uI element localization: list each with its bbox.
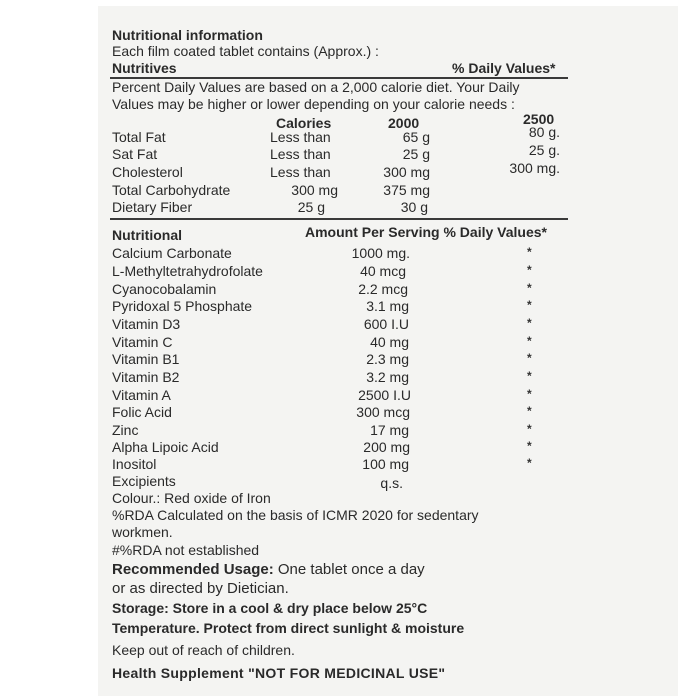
- nutrient-name: L-Methyltetrahydrofolate: [112, 263, 263, 279]
- nutrient-amount: q.s.: [380, 475, 403, 491]
- nutrient-name: Excipients: [112, 473, 176, 489]
- amount-header: Amount Per Serving % Daily Values*: [305, 224, 547, 240]
- nutrient-dv: *: [527, 351, 532, 365]
- nutrient-name: Vitamin B1: [112, 351, 180, 367]
- nutrient-dv: *: [527, 369, 532, 383]
- dv-limit: 300 mg: [291, 182, 338, 198]
- nutrient-dv: *: [527, 404, 532, 418]
- nutrient-amount: 17 mg: [370, 422, 409, 438]
- nutrient-name: Pyridoxal 5 Phosphate: [112, 298, 253, 314]
- storage-line-1: Storage: Store in a cool & dry place below 25°C: [112, 600, 428, 616]
- percent-note-1: Percent Daily Values are based on a 2,000 calorie diet. Your Daily: [112, 79, 520, 95]
- nutrient-amount: 1000 mg.: [351, 245, 410, 261]
- nutrient-dv: *: [527, 281, 532, 295]
- nutrient-dv: *: [527, 263, 532, 277]
- nutrient-amount: 40 mg: [370, 334, 409, 350]
- nutrient-name: Vitamin C: [112, 334, 173, 350]
- dv-2500: 300 mg.: [509, 160, 560, 176]
- dv-name: Cholesterol: [112, 164, 183, 180]
- nutrient-name: Calcium Carbonate: [112, 245, 232, 261]
- dv-limit: 25 g: [297, 199, 325, 215]
- usage-label: Recommended Usage:: [112, 561, 274, 578]
- nutrient-amount: 2.2 mcg: [358, 281, 408, 297]
- nutrient-dv: *: [527, 298, 532, 312]
- rda-line-2: workmen.: [112, 524, 173, 540]
- nutrient-name: Inositol: [112, 456, 157, 472]
- nutrient-name: Vitamin B2: [112, 369, 180, 385]
- dv-header: % Daily Values*: [452, 60, 556, 76]
- dv-name: Total Carbohydrate: [112, 182, 231, 198]
- nutritional-header: Nutritional: [112, 227, 182, 243]
- dv-2000: 65 g: [402, 129, 430, 145]
- nutrient-name: Cyanocobalamin: [112, 281, 217, 297]
- nutrient-dv: *: [527, 456, 532, 470]
- nutrient-name: Alpha Lipoic Acid: [112, 439, 219, 455]
- nutrient-name: Vitamin A: [112, 387, 171, 403]
- usage-line-2: or as directed by Dietician.: [112, 580, 289, 597]
- dv-2000: 375 mg: [383, 182, 430, 198]
- tablet-note: Each film coated tablet contains (Approx.) :: [112, 43, 379, 59]
- nutrient-amount: 200 mg: [363, 439, 410, 455]
- dv-name: Sat Fat: [112, 146, 158, 162]
- nutrient-dv: *: [527, 245, 532, 259]
- rda-not-established: #%RDA not established: [112, 542, 260, 558]
- usage-line: [112, 562, 425, 577]
- dv-2000: 25 g: [402, 146, 430, 162]
- nutrient-dv: *: [527, 387, 532, 401]
- col-2000-header: 2000: [388, 115, 420, 131]
- supplement-note: Health Supplement "NOT FOR MEDICINAL USE": [112, 665, 446, 681]
- dv-2000: 300 mg: [383, 164, 430, 180]
- divider-mid: [110, 218, 568, 220]
- dv-2000: 30 g: [400, 199, 428, 215]
- nutrient-amount: 600 I.U: [363, 316, 409, 332]
- nutrient-amount: 3.1 mg: [366, 298, 409, 314]
- keep-out-line: Keep out of reach of children.: [112, 642, 295, 658]
- dv-name: Total Fat: [112, 129, 166, 145]
- dv-limit: Less than: [270, 164, 331, 180]
- nutrient-dv: *: [527, 439, 532, 453]
- nutrient-amount: 40 mcg: [360, 263, 406, 279]
- nutrient-dv: *: [527, 422, 532, 436]
- dv-name: Dietary Fiber: [112, 199, 193, 215]
- rda-line-1: %RDA Calculated on the basis of ICMR 2020 for sedentary: [112, 507, 479, 523]
- heading: Nutritional information: [112, 27, 263, 43]
- nutrient-name: Folic Acid: [112, 404, 172, 420]
- dv-2500: 80 g.: [528, 124, 560, 140]
- nutritives-label: Nutritives: [112, 60, 177, 76]
- dv-limit: Less than: [270, 146, 331, 162]
- calories-header: Calories: [276, 115, 332, 131]
- nutrient-amount: 3.2 mg: [366, 369, 409, 385]
- nutrient-amount: 2500 I.U: [358, 387, 411, 403]
- dv-limit: Less than: [270, 129, 331, 145]
- storage-line-2: Temperature. Protect from direct sunlight & moisture: [112, 620, 465, 636]
- nutrient-amount: 300 mcg: [356, 404, 410, 420]
- col-2500-header: 2500: [523, 111, 555, 127]
- usage-text: One tablet once a day: [273, 561, 425, 578]
- nutrient-dv: *: [527, 316, 532, 330]
- nutrient-amount: 2.3 mg: [366, 351, 409, 367]
- colour-line: Colour.: Red oxide of Iron: [112, 490, 271, 506]
- dv-2500: 25 g.: [528, 142, 560, 158]
- nutrient-name: Zinc: [112, 422, 139, 438]
- nutrient-name: Vitamin D3: [112, 316, 181, 332]
- nutrient-amount: 100 mg: [362, 456, 409, 472]
- percent-note-2: Values may be higher or lower depending on your calorie needs :: [112, 96, 515, 112]
- nutrient-dv: *: [527, 334, 532, 348]
